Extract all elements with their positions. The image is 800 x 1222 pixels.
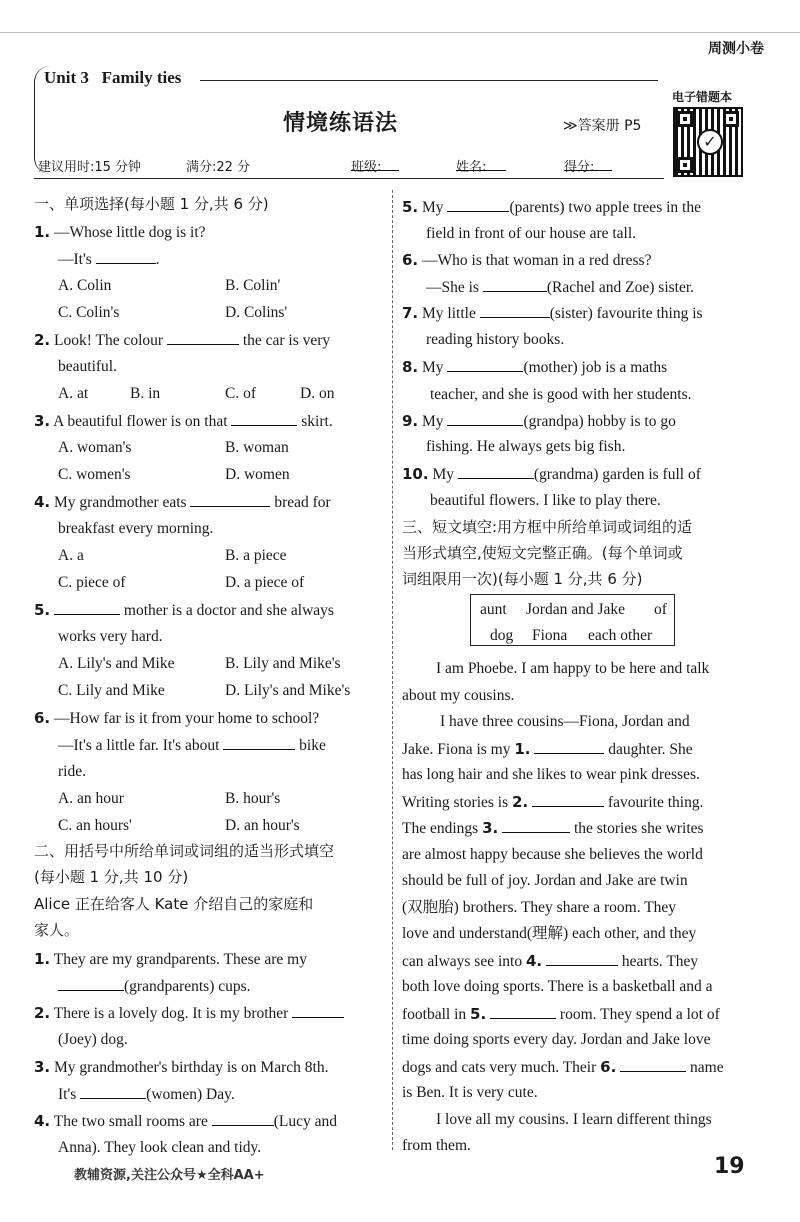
fill-item-8: 8. My (mother) job is a maths bbox=[402, 358, 668, 376]
option[interactable]: A. an hour bbox=[58, 790, 124, 807]
answer-blank[interactable] bbox=[447, 411, 523, 426]
question-6: 6. —How far is it from your home to school? bbox=[34, 709, 320, 727]
option[interactable]: D. on bbox=[300, 385, 335, 402]
option[interactable]: B. a piece bbox=[225, 547, 287, 564]
option[interactable]: D. Lily's and Mike's bbox=[225, 682, 351, 699]
answer-blank[interactable] bbox=[447, 197, 509, 212]
answer-blank[interactable] bbox=[620, 1057, 686, 1072]
passage-line: love and understand(理解) each other, and they bbox=[402, 925, 697, 942]
full-score: 满分:22 分 bbox=[186, 160, 251, 175]
passage-line: The endings 3. the stories she writes bbox=[402, 819, 704, 837]
option[interactable]: D. an hour's bbox=[225, 817, 300, 834]
passage-line: are almost happy because she believes the world bbox=[402, 846, 703, 863]
word-box-item: dog bbox=[490, 627, 514, 644]
passage-line: Jake. Fiona is my 1. daughter. She bbox=[402, 740, 693, 758]
question-4: 4. My grandmother eats bread for bbox=[34, 493, 331, 511]
fill-item-4: 4. The two small rooms are (Lucy and bbox=[34, 1112, 337, 1130]
passage-line: I have three cousins—Fiona, Jordan and bbox=[440, 713, 690, 730]
fill-item-4-line: Anna). They look clean and tidy. bbox=[58, 1139, 262, 1156]
answer-blank[interactable] bbox=[483, 277, 547, 292]
option[interactable]: A. woman's bbox=[58, 439, 132, 456]
answer-blank[interactable] bbox=[292, 1003, 344, 1018]
fill-item-2-line: (Joey) dog. bbox=[58, 1031, 128, 1048]
option[interactable]: A. a bbox=[58, 547, 84, 564]
checkmark-icon: ✓ bbox=[697, 129, 723, 155]
option[interactable]: B. hour's bbox=[225, 790, 281, 807]
footer-note: 教辅资源,关注公众号★全科AA+ bbox=[74, 1168, 265, 1183]
section3-title: 当形式填空,使短文完整正确。(每个单词或 bbox=[402, 544, 683, 562]
fill-item-9: 9. My (grandpa) hobby is to go bbox=[402, 412, 676, 430]
page-number: 19 bbox=[714, 1154, 745, 1179]
question-5: 5. mother is a doctor and she always bbox=[34, 601, 334, 619]
question-4-line: breakfast every morning. bbox=[58, 520, 214, 537]
section1-title: 一、单项选择(每小题 1 分,共 6 分) bbox=[34, 195, 269, 213]
option[interactable]: C. women's bbox=[58, 466, 131, 483]
fill-item-10: 10. My (grandma) garden is full of bbox=[402, 465, 701, 483]
unit-rule bbox=[200, 80, 658, 81]
option[interactable]: A. Colin bbox=[58, 277, 112, 294]
option[interactable]: D. a piece of bbox=[225, 574, 305, 591]
top-rule bbox=[0, 32, 800, 33]
option[interactable]: B. Lily and Mike's bbox=[225, 655, 341, 672]
answer-blank[interactable] bbox=[532, 792, 604, 807]
answer-blank[interactable] bbox=[80, 1084, 146, 1099]
fill-item-9-line: fishing. He always gets big fish. bbox=[426, 438, 626, 455]
option[interactable]: D. Colins' bbox=[225, 304, 288, 321]
option[interactable]: C. Colin's bbox=[58, 304, 120, 321]
section3-title: 三、短文填空:用方框中所给单词或词组的适 bbox=[402, 518, 693, 536]
answer-reference: ≫答案册 P5 bbox=[563, 118, 642, 134]
passage-line: from them. bbox=[402, 1137, 471, 1154]
section2-title: 二、用括号中所给单词或词组的适当形式填空 bbox=[34, 842, 335, 860]
fill-item-10-line: beautiful flowers. I like to play there. bbox=[430, 492, 661, 509]
option[interactable]: C. of bbox=[225, 385, 256, 402]
unit-title: Unit 3 Family ties bbox=[44, 68, 187, 88]
fill-item-7: 7. My little (sister) favourite thing is bbox=[402, 304, 703, 322]
word-box-item: Jordan and Jake bbox=[526, 601, 625, 618]
option[interactable]: B. Colin' bbox=[225, 277, 281, 294]
answer-blank[interactable] bbox=[54, 600, 120, 615]
option[interactable]: C. piece of bbox=[58, 574, 126, 591]
fill-item-8-line: teacher, and she is good with her students. bbox=[430, 386, 692, 403]
info-rule bbox=[34, 178, 664, 179]
answer-blank[interactable] bbox=[447, 357, 523, 372]
passage-line: has long hair and she likes to wear pink dresses. bbox=[402, 766, 700, 783]
qr-label: 电子错题本 bbox=[672, 90, 733, 104]
section2-subtitle: (每小题 1 分,共 10 分) bbox=[34, 868, 189, 886]
question-5-line: works very hard. bbox=[58, 628, 163, 645]
passage-line: dogs and cats very much. Their 6. name bbox=[402, 1058, 724, 1076]
question-1: 1. —Whose little dog is it? bbox=[34, 223, 206, 241]
fill-item-3-line: It's (women) Day. bbox=[58, 1086, 235, 1103]
answer-blank[interactable] bbox=[190, 492, 270, 507]
fill-item-1: 1. They are my grandparents. These are my bbox=[34, 950, 307, 968]
fill-item-7-line: reading history books. bbox=[426, 331, 565, 348]
question-1-line: —It's . bbox=[58, 251, 160, 268]
page-title: 情境练语法 bbox=[283, 111, 399, 136]
fill-item-2: 2. There is a lovely dog. It is my brother bbox=[34, 1003, 344, 1024]
passage-line: football in 5. room. They spend a lot of bbox=[402, 1005, 720, 1023]
answer-blank[interactable] bbox=[96, 249, 156, 264]
option[interactable]: D. women bbox=[225, 466, 290, 483]
answer-blank[interactable] bbox=[58, 976, 124, 991]
word-box-item: aunt bbox=[480, 601, 507, 618]
column-divider bbox=[392, 190, 393, 1150]
question-6-line: ride. bbox=[58, 763, 86, 780]
fill-item-5: 5. My (parents) two apple trees in the bbox=[402, 198, 701, 216]
section2-intro: 家人。 bbox=[34, 921, 80, 939]
passage-line: should be full of joy. Jordan and Jake are twin bbox=[402, 872, 688, 889]
passage-line: I love all my cousins. I learn different things bbox=[436, 1111, 712, 1128]
option[interactable]: B. woman bbox=[225, 439, 289, 456]
fill-item-3: 3. My grandmother's birthday is on March 8th. bbox=[34, 1058, 329, 1076]
fill-item-6-line: —She is (Rachel and Zoe) sister. bbox=[426, 279, 695, 296]
answer-blank[interactable] bbox=[502, 818, 570, 833]
answer-blank[interactable] bbox=[546, 951, 618, 966]
passage-line: about my cousins. bbox=[402, 687, 515, 704]
option[interactable]: A. Lily's and Mike bbox=[58, 655, 175, 672]
answer-blank[interactable] bbox=[212, 1111, 274, 1126]
question-6-line: —It's a little far. It's about bike bbox=[58, 737, 326, 754]
answer-blank[interactable] bbox=[480, 303, 550, 318]
fill-item-6: 6. —Who is that woman in a red dress? bbox=[402, 251, 652, 269]
passage-line: Writing stories is 2. favourite thing. bbox=[402, 793, 704, 811]
answer-blank[interactable] bbox=[223, 735, 295, 750]
answer-blank[interactable] bbox=[458, 464, 534, 479]
section2-intro: Alice 正在给客人 Kate 介绍自己的家庭和 bbox=[34, 895, 314, 913]
section3-title: 词组限用一次)(每小题 1 分,共 6 分) bbox=[402, 570, 643, 588]
word-box-item: each other bbox=[588, 627, 653, 644]
passage-line: time doing sports every day. Jordan and Jake love bbox=[402, 1031, 711, 1048]
option[interactable]: B. in bbox=[130, 385, 161, 402]
passage-line: both love doing sports. There is a basketball and a bbox=[402, 978, 713, 995]
qr-code-icon[interactable] bbox=[673, 107, 743, 177]
question-2: 2. Look! The colour the car is very bbox=[34, 331, 331, 349]
option[interactable]: A. at bbox=[58, 385, 89, 402]
suggested-time: 建议用时:15 分钟 bbox=[38, 160, 142, 175]
fill-item-5-line: field in front of our house are tall. bbox=[426, 225, 637, 242]
passage-line: can always see into 4. hearts. They bbox=[402, 952, 699, 970]
passage-line: (双胞胎) brothers. They share a room. They bbox=[402, 899, 677, 916]
answer-blank[interactable] bbox=[534, 739, 604, 754]
answer-blank[interactable] bbox=[167, 330, 239, 345]
word-box-item: Fiona bbox=[532, 627, 568, 644]
question-2-line: beautiful. bbox=[58, 358, 117, 375]
fill-item-1-line: (grandparents) cups. bbox=[58, 976, 251, 997]
word-box-item: of bbox=[654, 601, 667, 618]
series-label: 周测小卷 bbox=[708, 41, 764, 57]
option[interactable]: C. Lily and Mike bbox=[58, 682, 165, 699]
passage-line: is Ben. It is very cute. bbox=[402, 1084, 538, 1101]
answer-blank[interactable] bbox=[231, 411, 297, 426]
question-3: 3. A beautiful flower is on that skirt. bbox=[34, 412, 333, 430]
answer-blank[interactable] bbox=[490, 1004, 556, 1019]
option[interactable]: C. an hours' bbox=[58, 817, 132, 834]
passage-line: I am Phoebe. I am happy to be here and talk bbox=[436, 660, 710, 677]
